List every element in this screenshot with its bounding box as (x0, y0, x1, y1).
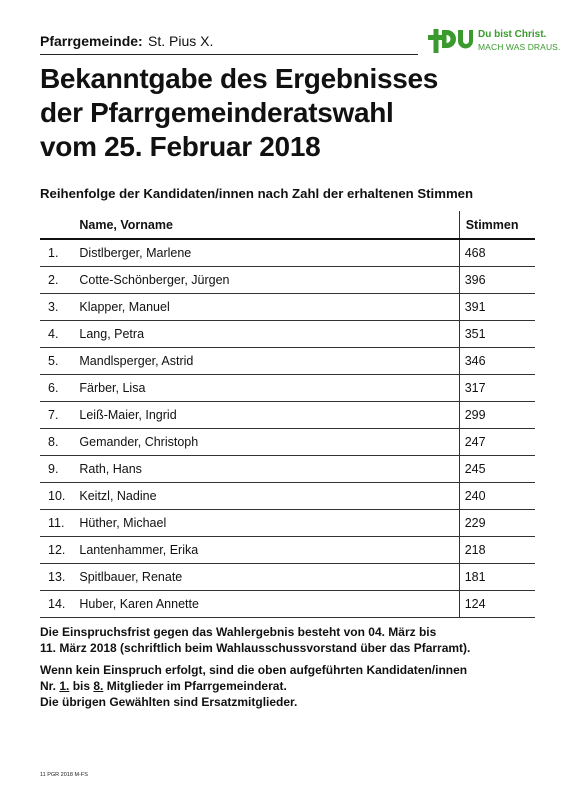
table-row (40, 429, 535, 456)
table-row (40, 402, 535, 429)
row-name: Mandlsperger, Astrid (79, 348, 459, 375)
du-cross-logo-icon (428, 26, 473, 58)
row-votes: 396 (459, 267, 535, 294)
substitutes-note: Die übrigen Gewählten sind Ersatzmitglieder. (40, 695, 298, 709)
row-name: Cotte-Schönberger, Jürgen (79, 267, 459, 294)
row-name: Leiß-Maier, Ingrid (79, 402, 459, 429)
row-votes: 346 (459, 348, 535, 375)
objection-line2: 11. März 2018 (schriftlich beim Wahlausschussvorstand über das Pfarramt). (40, 641, 471, 655)
notes-section (40, 624, 540, 716)
row-name: Gemander, Christoph (79, 429, 459, 456)
row-num: 2. (40, 267, 79, 294)
row-num: 13. (40, 564, 79, 591)
table-row (40, 456, 535, 483)
row-name: Lantenhammer, Erika (79, 537, 459, 564)
row-votes: 240 (459, 483, 535, 510)
row-num: 9. (40, 456, 79, 483)
parish-row (40, 30, 418, 55)
members-line1: Wenn kein Einspruch erfolgt, sind die oben aufgeführten Kandidaten/innen (40, 663, 468, 677)
row-name: Lang, Petra (79, 321, 459, 348)
members-from: 1. (59, 679, 70, 693)
page-title (40, 62, 438, 164)
row-name: Huber, Karen Annette (79, 591, 459, 618)
row-num: 12. (40, 537, 79, 564)
objection-period-note (40, 624, 540, 656)
table-header-row (40, 211, 535, 239)
table-row (40, 239, 535, 267)
row-num: 3. (40, 294, 79, 321)
logo-slogan-line1: Du bist Christ. (478, 29, 547, 40)
title-line: Bekanntgabe des Ergebnisses (40, 63, 439, 94)
row-votes: 247 (459, 429, 535, 456)
table-row (40, 321, 535, 348)
row-num: 7. (40, 402, 79, 429)
row-num: 10. (40, 483, 79, 510)
table-row (40, 510, 535, 537)
row-num: 11. (40, 510, 79, 537)
row-name: Hüther, Michael (79, 510, 459, 537)
row-votes: 181 (459, 564, 535, 591)
title-line: vom 25. Februar 2018 (40, 131, 321, 162)
members-note (40, 662, 540, 710)
table-subtitle: Reihenfolge der Kandidaten/innen nach Zahl der erhaltenen Stimmen (40, 186, 474, 201)
row-name: Klapper, Manuel (79, 294, 459, 321)
row-name: Distlberger, Marlene (79, 239, 459, 267)
header-name: Name, Vorname (79, 211, 459, 239)
title-line: der Pfarrgemeinderatswahl (40, 97, 394, 128)
members-suffix: Mitglieder im Pfarrgemeinderat. (103, 679, 287, 693)
parish-label: Pfarrgemeinde: (40, 33, 143, 49)
row-votes: 299 (459, 402, 535, 429)
row-votes: 351 (459, 321, 535, 348)
table-row (40, 267, 535, 294)
row-num: 1. (40, 239, 79, 267)
row-name: Keitzl, Nadine (79, 483, 459, 510)
row-name: Spitlbauer, Renate (79, 564, 459, 591)
table-row (40, 348, 535, 375)
row-name: Färber, Lisa (79, 375, 459, 402)
row-votes: 124 (459, 591, 535, 618)
row-votes: 245 (459, 456, 535, 483)
table-row (40, 483, 535, 510)
row-num: 5. (40, 348, 79, 375)
footer-code: 11 PGR 2018 M-FS (40, 772, 88, 778)
table-row (40, 375, 535, 402)
parish-value: St. Pius X. (148, 33, 214, 49)
row-name: Rath, Hans (79, 456, 459, 483)
row-num: 4. (40, 321, 79, 348)
header-num (40, 211, 79, 239)
results-table (40, 211, 535, 618)
row-votes: 229 (459, 510, 535, 537)
table-row (40, 564, 535, 591)
logo-slogan-line2: MACH WAS DRAUS. (478, 42, 561, 52)
members-prefix: Nr. (40, 679, 60, 693)
row-num: 6. (40, 375, 79, 402)
row-num: 8. (40, 429, 79, 456)
members-mid: bis (69, 679, 94, 693)
members-to: 8. (93, 679, 104, 693)
table-row (40, 294, 535, 321)
row-votes: 317 (459, 375, 535, 402)
objection-line1: Die Einspruchsfrist gegen das Wahlergebnis besteht von 04. März bis (40, 625, 437, 639)
du-bist-christ-logo (428, 26, 560, 58)
row-votes: 468 (459, 239, 535, 267)
table-row (40, 591, 535, 618)
header-votes: Stimmen (459, 211, 535, 239)
row-num: 14. (40, 591, 79, 618)
row-votes: 218 (459, 537, 535, 564)
row-votes: 391 (459, 294, 535, 321)
table-row (40, 537, 535, 564)
